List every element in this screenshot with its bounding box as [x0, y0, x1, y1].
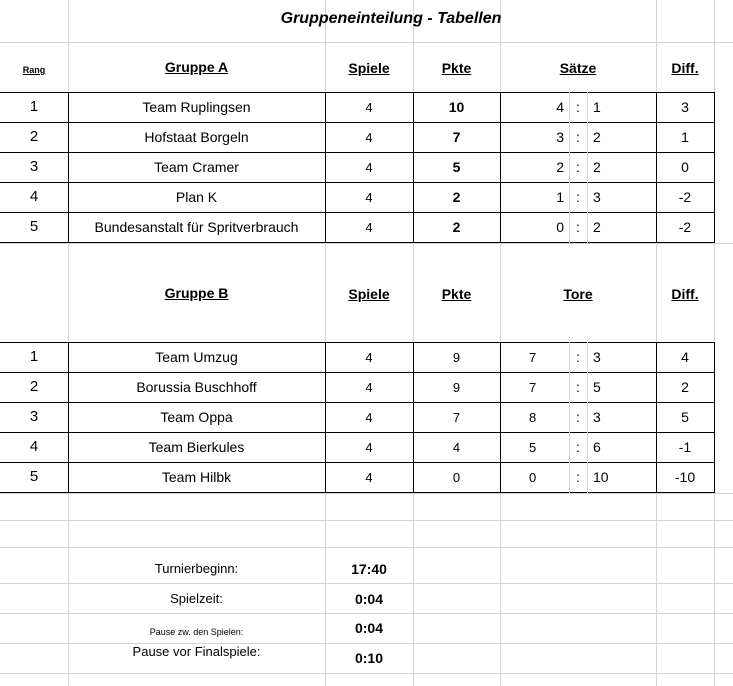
- sets-separator: :: [576, 219, 580, 235]
- row-border: [0, 152, 715, 153]
- info-value-final-break: 0:10: [354, 650, 384, 666]
- sets-won-cell: 3: [556, 129, 564, 145]
- sets-won-cell: 2: [556, 159, 564, 175]
- rank-cell: 5: [29, 468, 39, 485]
- info-label-start: Turnierbeginn:: [154, 561, 239, 576]
- col-border: [714, 92, 715, 243]
- team-cell: Bundesanstalt für Spritverbrauch: [94, 219, 299, 235]
- team-cell: Plan K: [175, 189, 218, 205]
- page-title: Gruppeneinteilung - Tabellen: [280, 10, 502, 27]
- points-cell: 4: [452, 440, 461, 455]
- sets-won-cell: 1: [556, 189, 564, 205]
- points-cell: 7: [452, 129, 461, 145]
- gridline: [0, 520, 733, 521]
- diff-cell: 4: [681, 349, 689, 365]
- sets-won-cell: 0: [556, 219, 564, 235]
- team-cell: Team Oppa: [160, 409, 233, 425]
- games-cell: 4: [365, 380, 373, 395]
- games-cell: 4: [365, 160, 373, 175]
- games-cell: 4: [365, 470, 373, 485]
- points-cell: 0: [452, 470, 461, 485]
- goals-against-cell: 5: [593, 379, 601, 395]
- row-border: [0, 432, 715, 433]
- col-border: [714, 342, 715, 493]
- rank-cell: 3: [29, 408, 39, 425]
- diff-cell: -2: [678, 219, 692, 235]
- col-border: [500, 342, 501, 493]
- gridline: [0, 243, 733, 244]
- diff-cell: -1: [678, 439, 692, 455]
- points-cell: 2: [452, 189, 461, 205]
- goals-separator: :: [576, 469, 580, 485]
- sets-lost-cell: 3: [593, 189, 601, 205]
- diff-cell: -10: [674, 469, 696, 485]
- gridline: [0, 583, 733, 584]
- sets-separator: :: [576, 99, 580, 115]
- sets-separator: :: [576, 189, 580, 205]
- sets-separator: :: [576, 159, 580, 175]
- gridline: [0, 613, 733, 614]
- gridline: [0, 42, 733, 43]
- table-a-border: [0, 242, 715, 243]
- rank-cell: 2: [29, 128, 39, 145]
- header-rang: Rang: [22, 65, 46, 75]
- goals-for-cell: 8: [529, 410, 537, 425]
- points-cell: 10: [448, 99, 465, 115]
- goals-for-cell: 5: [529, 440, 537, 455]
- points-cell: 2: [452, 219, 461, 235]
- games-cell: 4: [365, 190, 373, 205]
- header-spiele-b: Spiele: [348, 286, 390, 302]
- row-border: [0, 182, 715, 183]
- games-cell: 4: [365, 100, 373, 115]
- header-gruppe-b: Gruppe B: [164, 285, 229, 301]
- games-cell: 4: [365, 130, 373, 145]
- header-diff-b: Diff.: [671, 286, 699, 302]
- team-cell: Hofstaat Borgeln: [144, 129, 249, 145]
- goals-against-cell: 6: [593, 439, 601, 455]
- sep-border: [587, 342, 588, 493]
- goals-against-cell: 3: [593, 349, 601, 365]
- team-cell: Team Umzug: [155, 349, 238, 365]
- points-cell: 9: [452, 350, 461, 365]
- diff-cell: 2: [681, 379, 689, 395]
- header-spiele-a: Spiele: [348, 60, 390, 76]
- rank-cell: 1: [29, 348, 39, 365]
- diff-cell: 1: [681, 129, 689, 145]
- points-cell: 9: [452, 380, 461, 395]
- rank-cell: 2: [29, 378, 39, 395]
- row-border: [0, 122, 715, 123]
- goals-separator: :: [576, 379, 580, 395]
- row-border: [0, 212, 715, 213]
- goals-separator: :: [576, 409, 580, 425]
- goals-separator: :: [576, 439, 580, 455]
- games-cell: 4: [365, 440, 373, 455]
- table-b-border: [0, 342, 715, 343]
- goals-against-cell: 3: [593, 409, 601, 425]
- gridline: [0, 493, 733, 494]
- goals-against-cell: 10: [593, 469, 609, 485]
- row-border: [0, 462, 715, 463]
- goals-for-cell: 7: [529, 380, 537, 395]
- header-tore: Tore: [563, 286, 593, 302]
- header-pkte-a: Pkte: [441, 60, 472, 76]
- sets-separator: :: [576, 129, 580, 145]
- info-value-break: 0:04: [354, 620, 384, 636]
- goals-for-cell: 0: [529, 470, 537, 485]
- info-label-game-time: Spielzeit:: [170, 591, 223, 606]
- info-label-final-break: Pause vor Finalspiele:: [132, 644, 261, 659]
- rank-cell: 4: [29, 188, 39, 205]
- diff-cell: 5: [681, 409, 689, 425]
- diff-cell: 3: [681, 99, 689, 115]
- diff-cell: 0: [681, 159, 689, 175]
- info-value-start: 17:40: [351, 561, 387, 577]
- row-border: [0, 402, 715, 403]
- team-cell: Borussia Buschhoff: [136, 379, 257, 395]
- rank-cell: 3: [29, 158, 39, 175]
- points-cell: 5: [452, 159, 461, 175]
- sep-border: [587, 92, 588, 243]
- header-pkte-b: Pkte: [441, 286, 472, 302]
- goals-for-cell: 7: [529, 350, 537, 365]
- sets-lost-cell: 2: [593, 129, 601, 145]
- rank-cell: 1: [29, 98, 39, 115]
- team-cell: Team Ruplingsen: [142, 99, 251, 115]
- info-value-game-time: 0:04: [354, 591, 384, 607]
- goals-separator: :: [576, 349, 580, 365]
- rank-cell: 4: [29, 438, 39, 455]
- points-cell: 7: [452, 410, 461, 425]
- gridline: [0, 673, 733, 674]
- games-cell: 4: [365, 350, 373, 365]
- sets-lost-cell: 2: [593, 159, 601, 175]
- sets-lost-cell: 1: [593, 99, 601, 115]
- header-gruppe-a: Gruppe A: [164, 59, 229, 75]
- row-border: [0, 372, 715, 373]
- gridline: [0, 547, 733, 548]
- header-saetze: Sätze: [559, 60, 597, 76]
- sets-won-cell: 4: [556, 99, 564, 115]
- table-a-border: [0, 92, 715, 93]
- sets-lost-cell: 2: [593, 219, 601, 235]
- games-cell: 4: [365, 220, 373, 235]
- games-cell: 4: [365, 410, 373, 425]
- team-cell: Team Bierkules: [148, 439, 245, 455]
- table-b-border: [0, 492, 715, 493]
- rank-cell: 5: [29, 218, 39, 235]
- team-cell: Team Hilbk: [161, 469, 232, 485]
- header-diff-a: Diff.: [671, 60, 699, 76]
- diff-cell: -2: [678, 189, 692, 205]
- team-cell: Team Cramer: [154, 159, 239, 175]
- info-label-break: Pause zw. den Spielen:: [149, 627, 244, 637]
